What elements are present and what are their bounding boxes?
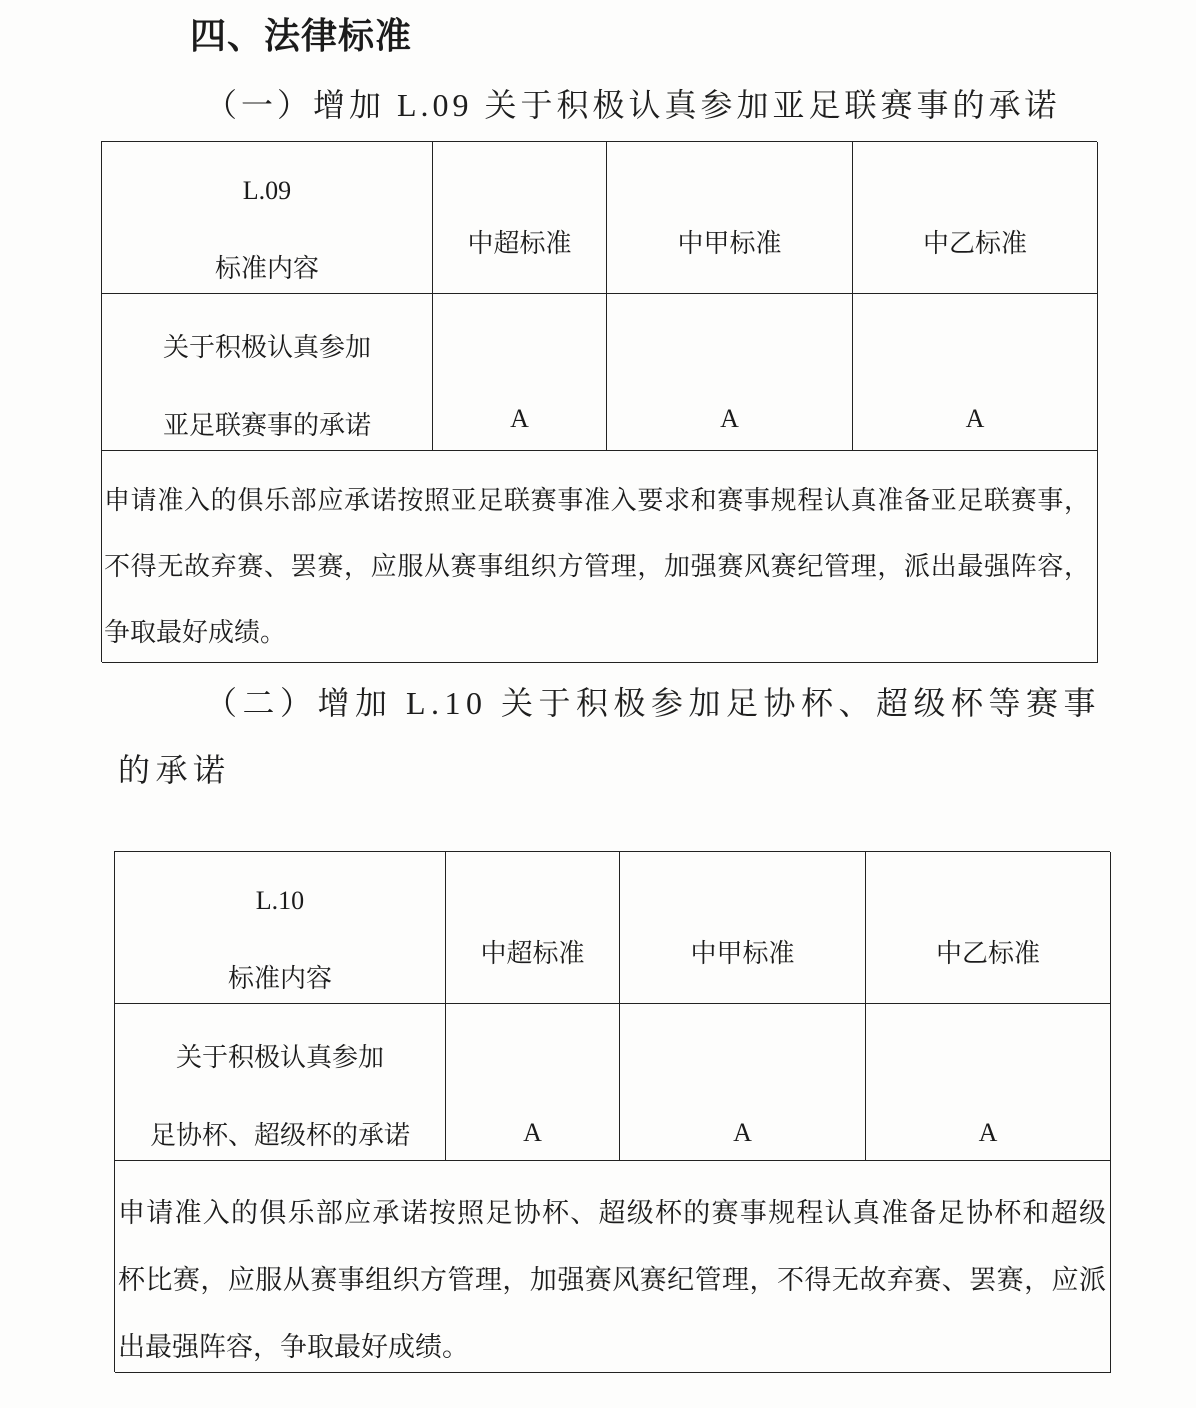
doc-heading: 四、法律标准 [190,16,413,56]
grade-cell-csl: A [433,294,607,451]
standard-code: L.09 [242,176,292,205]
level-header-csl: 中超标准 [446,852,620,1004]
section-title-l09: （一）增加 L.09 关于积极认真参加亚足联赛事的承诺 [205,87,1061,123]
description-line: 争取最好成绩。 [104,618,287,647]
description-line: 不得无故弃赛、罢赛，应服从赛事组织方管理，加强赛风赛纪管理，派出最强阵容， [104,552,1090,581]
table-code-cell [102,142,433,294]
level-header-league-two: 中乙标准 [853,142,1098,294]
level-header-league-one: 中甲标准 [607,142,853,294]
level-header-csl: 中超标准 [433,142,607,294]
standard-item-line: 足协杯、超级杯的承诺 [149,1121,410,1150]
description-line: 出最强阵容，争取最好成绩。 [118,1332,469,1362]
grade-cell-csl: A [446,1004,620,1161]
description-line: 申请准入的俱乐部应承诺按照亚足联赛事准入要求和赛事规程认真准备亚足联赛事， [104,486,1090,515]
standard-table-l10 [114,851,1110,1372]
standard-item-line: 关于积极认真参加 [162,333,371,362]
description-line: 杯比赛，应服从赛事组织方管理，加强赛风赛纪管理，不得无故弃赛、罢赛，应派 [118,1265,1106,1295]
table-code-cell [115,852,446,1004]
description-cell [115,1161,1111,1373]
standard-item-line: 关于积极认真参加 [175,1043,384,1072]
grade-cell-league-one: A [607,294,853,451]
standard-item-cell [102,294,433,451]
standard-table-l09 [101,141,1097,662]
section-title-l10: （二）增加 L.10 关于积极参加足协杯、超级杯等赛事 [205,685,1102,721]
description-cell [102,451,1098,663]
content-label: 标准内容 [214,254,319,283]
standard-item-cell [115,1004,446,1161]
description-line: 申请准入的俱乐部应承诺按照足协杯、超级杯的赛事规程认真准备足协杯和超级 [118,1198,1106,1228]
standard-code: L.10 [255,886,305,915]
grade-cell-league-two: A [853,294,1098,451]
section-title-l10-continued: 的承诺 [118,752,231,788]
level-header-league-two: 中乙标准 [866,852,1111,1004]
level-header-league-one: 中甲标准 [620,852,866,1004]
grade-cell-league-two: A [866,1004,1111,1161]
content-label: 标准内容 [227,964,332,993]
grade-cell-league-one: A [620,1004,866,1161]
standard-item-line: 亚足联赛事的承诺 [162,411,371,440]
